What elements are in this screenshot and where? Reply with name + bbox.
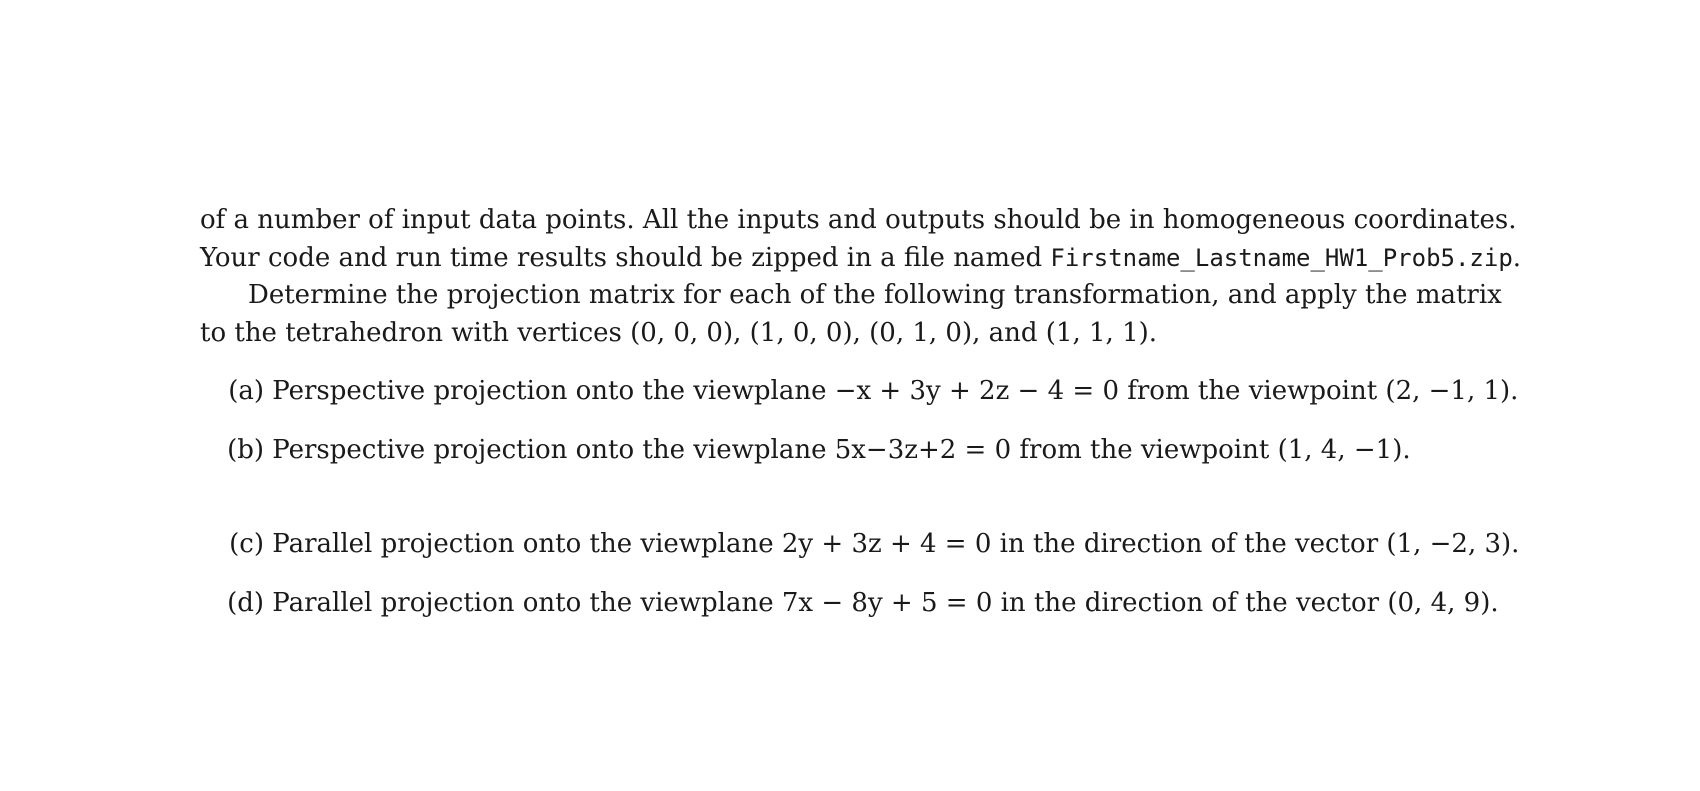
- zip-filename: Firstname_Lastname_HW1_Prob5.zip: [1050, 244, 1513, 272]
- item-text: Parallel projection onto the viewplane 7x − 8y + 5 = 0 in the direction of the vector (0, 4, 9).: [272, 588, 1499, 618]
- list-item: [200, 372, 1519, 410]
- list-item: [200, 525, 1520, 563]
- item-marker: (d): [227, 588, 264, 618]
- item-marker: (a): [228, 376, 264, 406]
- list-item: [200, 431, 1510, 469]
- paragraph-line-4: to the tetrahedron with vertices (0, 0, 0), (1, 0, 0), (0, 1, 0), and (1, 1, 1).: [200, 318, 1158, 348]
- item-marker: (c): [229, 529, 264, 559]
- line-2-end: .: [1512, 243, 1522, 273]
- list-item: [200, 584, 1510, 622]
- line-2-text: Your code and run time results should be zipped in a file named: [200, 243, 1051, 273]
- item-text: Perspective projection onto the viewplane −x + 3y + 2z − 4 = 0 from the viewpoint (2, −1, 1).: [272, 376, 1519, 406]
- item-text: Perspective projection onto the viewplane 5x−3z+2 = 0 from the viewpoint (1, 4, −1).: [272, 435, 1411, 465]
- paragraph-line-1: of a number of input data points. All the inputs and outputs should be in homogeneous coordinates.: [200, 205, 1517, 235]
- document-page: [200, 0, 1522, 791]
- paragraph-line-2: [200, 239, 1522, 277]
- paragraph-line-3: Determine the projection matrix for each of the following transformation, and apply the matrix: [248, 280, 1502, 310]
- item-marker: (b): [227, 435, 264, 465]
- item-text: Parallel projection onto the viewplane 2y + 3z + 4 = 0 in the direction of the vector (1, −2, 3).: [272, 529, 1520, 559]
